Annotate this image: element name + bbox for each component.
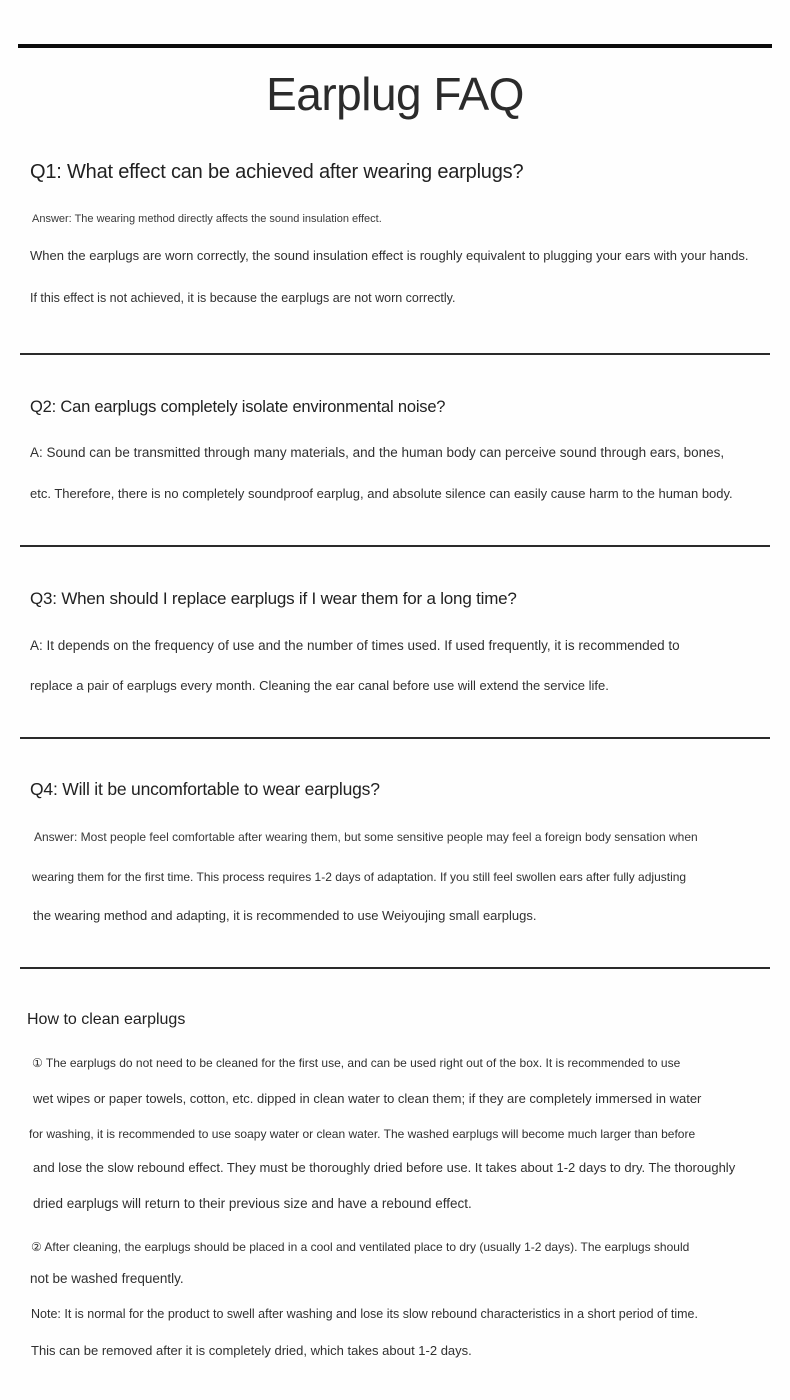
q4-answer-line-3: the wearing method and adapting, it is recommended to use Weiyoujing small earplugs.	[33, 908, 537, 923]
q3-answer-line-2: replace a pair of earplugs every month. Cleaning the ear canal before use will extend the service life.	[30, 678, 609, 693]
cleaning-line-3: for washing, it is recommended to use soapy water or clean water. The washed earplugs will become much larger than before	[29, 1127, 696, 1141]
page-title: Earplug FAQ	[266, 68, 524, 120]
cleaning-line-4: and lose the slow rebound effect. They must be thoroughly dried before use. It takes about 1-2 days to dry. The thoroughly	[33, 1160, 736, 1175]
q3-heading: Q3: When should I replace earplugs if I wear them for a long time?	[30, 589, 517, 608]
cleaning-line-5: dried earplugs will return to their previous size and have a rebound effect.	[33, 1196, 472, 1211]
q2-answer-line-2: etc. Therefore, there is no completely soundproof earplug, and absolute silence can easily cause harm to the human body.	[30, 486, 733, 501]
top-divider	[18, 44, 772, 48]
q4-answer-line-1: Answer: Most people feel comfortable after wearing them, but some sensitive people may feel a foreign body sensation when	[34, 830, 698, 844]
q4-answer-line-2: wearing them for the first time. This process requires 1-2 days of adaptation. If you still feel swollen ears after fully adjusting	[32, 870, 687, 884]
cleaning-heading: How to clean earplugs	[27, 1011, 186, 1028]
q4-heading: Q4: Will it be uncomfortable to wear earplugs?	[30, 779, 380, 799]
q1-answer-line-1: Answer: The wearing method directly affects the sound insulation effect.	[32, 213, 382, 225]
q2-heading: Q2: Can earplugs completely isolate environmental noise?	[30, 398, 446, 416]
cleaning-line-6: ② After cleaning, the earplugs should be placed in a cool and ventilated place to dry (usually 1-2 days). The earplugs should	[31, 1240, 690, 1254]
q1-heading: Q1: What effect can be achieved after wearing earplugs?	[30, 161, 524, 183]
cleaning-note-line-1: Note: It is normal for the product to swell after washing and lose its slow rebound characteristics in a short period of time.	[31, 1307, 698, 1321]
cleaning-line-1: ① The earplugs do not need to be cleaned for the first use, and can be used right out of the box. It is recommended to use	[32, 1056, 681, 1070]
q2-answer-line-1: A: Sound can be transmitted through many materials, and the human body can perceive sound through ears, bones,	[30, 445, 725, 460]
cleaning-line-7: not be washed frequently.	[30, 1271, 184, 1286]
cleaning-note-line-2: This can be removed after it is completely dried, which takes about 1-2 days.	[31, 1343, 472, 1358]
section-divider-4	[20, 967, 770, 969]
section-divider-2	[20, 545, 770, 547]
section-divider-3	[20, 737, 770, 739]
q1-answer-line-3: If this effect is not achieved, it is because the earplugs are not worn correctly.	[30, 291, 456, 305]
cleaning-line-2: wet wipes or paper towels, cotton, etc. dipped in clean water to clean them; if they are completely immersed in water	[33, 1091, 702, 1106]
section-divider-1	[20, 353, 770, 355]
q3-answer-line-1: A: It depends on the frequency of use and the number of times used. If used frequently, it is recommended to	[30, 638, 680, 653]
q1-answer-line-2: When the earplugs are worn correctly, the sound insulation effect is roughly equivalent to plugging your ears with your hands.	[30, 248, 749, 263]
